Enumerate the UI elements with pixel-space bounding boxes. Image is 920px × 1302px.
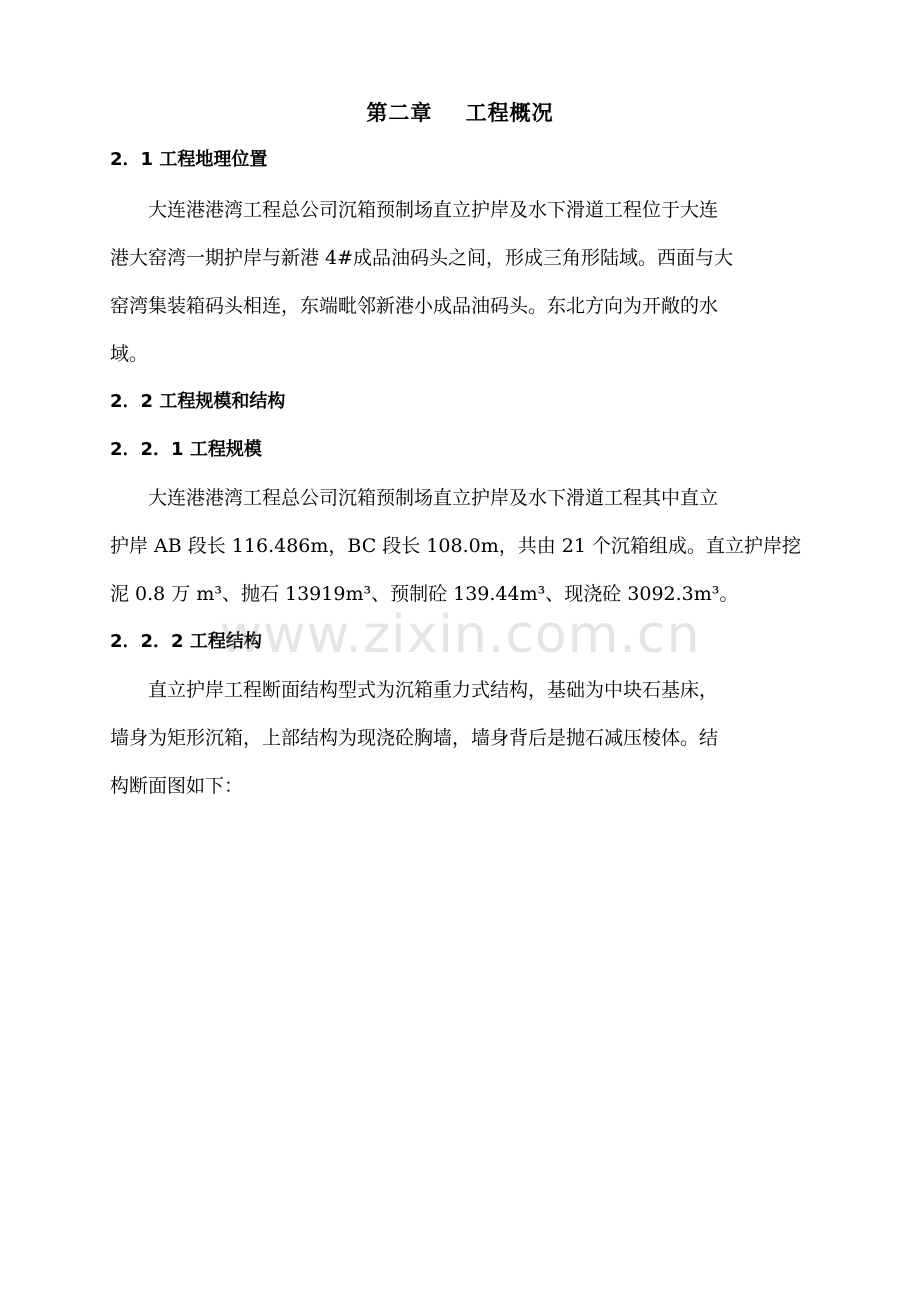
paragraph-line: 窑湾集装箱码头相连，东端毗邻新港小成品油码头。东北方向为开敞的水 bbox=[110, 295, 719, 317]
section-heading-2-1: 2．1 工程地理位置 bbox=[110, 149, 268, 170]
section-heading-2-2-2: 2．2．2 工程结构 bbox=[110, 631, 262, 652]
paragraph-line: 域。 bbox=[110, 343, 149, 365]
section-heading-2-2-1: 2．2．1 工程规模 bbox=[110, 439, 262, 460]
paragraph-line: 直立护岸工程断面结构型式为沉箱重力式结构，基础为中块石基床， bbox=[148, 679, 719, 701]
paragraph-line: 泥 0.8 万 m³、抛石 13919m³、预制砼 139.44m³、现浇砼 3092.3m³。 bbox=[110, 583, 739, 605]
paragraph-structure bbox=[110, 666, 812, 810]
paragraph-line: 大连港港湾工程总公司沉箱预制场直立护岸及水下滑道工程其中直立 bbox=[148, 487, 719, 509]
section-heading-2-2: 2．2 工程规模和结构 bbox=[110, 391, 286, 412]
paragraph-scale bbox=[110, 474, 812, 618]
chapter-title: 第二章 工程概况 bbox=[366, 101, 554, 125]
paragraph-line: 构断面图如下： bbox=[110, 775, 244, 797]
watermark: www.zixin.com.cn bbox=[219, 605, 701, 665]
paragraph-line: 墙身为矩形沉箱，上部结构为现浇砼胸墙，墙身背后是抛石减压棱体。结 bbox=[110, 727, 719, 749]
paragraph-location bbox=[110, 186, 812, 378]
paragraph-line: 港大窑湾一期护岸与新港 4#成品油码头之间，形成三角形陆域。西面与大 bbox=[110, 247, 734, 269]
paragraph-line: 护岸 AB 段长 116.486m，BC 段长 108.0m，共由 21 个沉箱组成。直立护岸挖 bbox=[110, 535, 801, 557]
paragraph-line: 大连港港湾工程总公司沉箱预制场直立护岸及水下滑道工程位于大连 bbox=[148, 199, 719, 221]
